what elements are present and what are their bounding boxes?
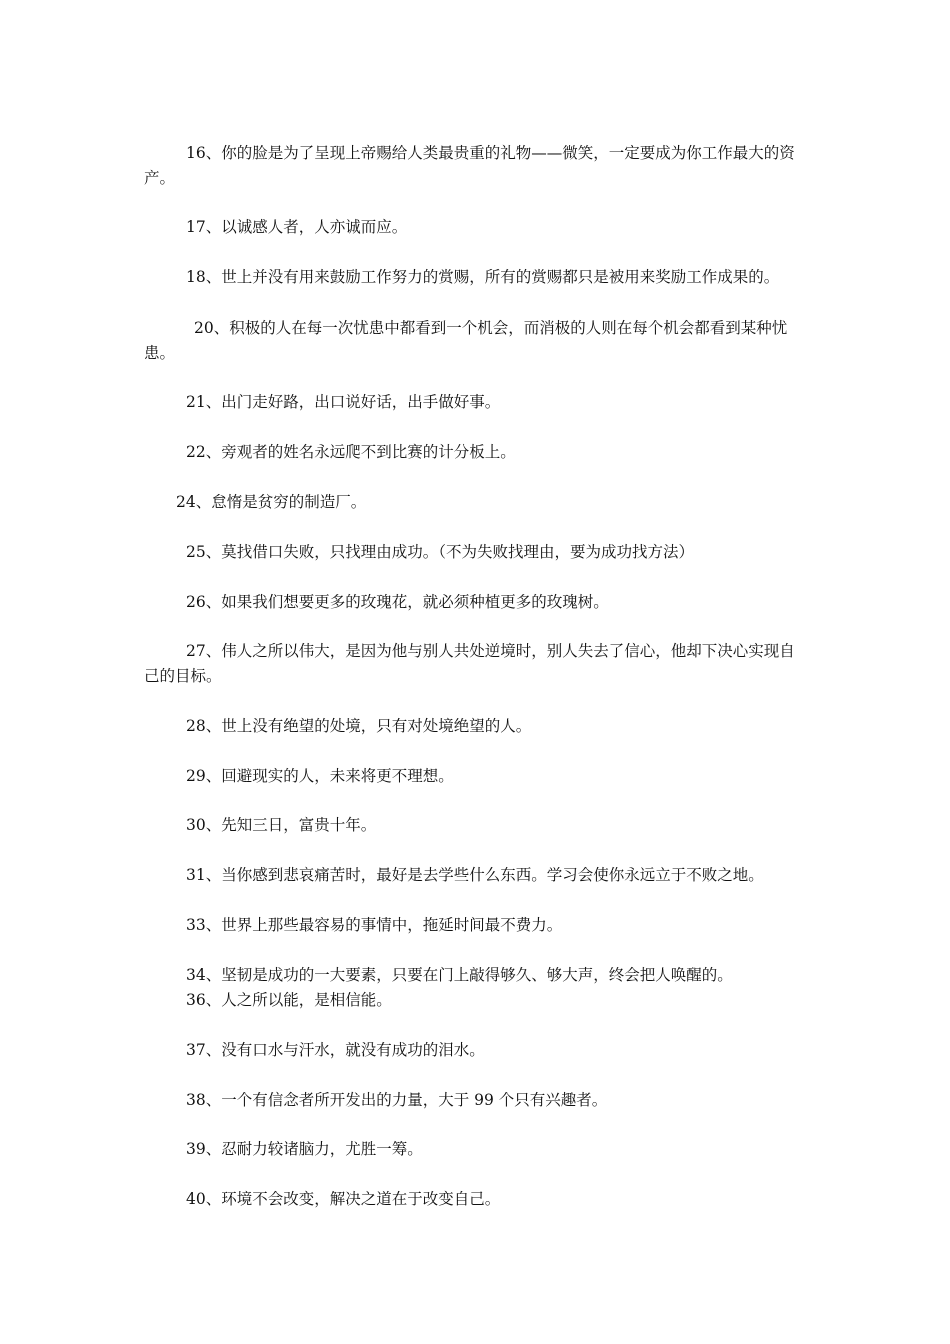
quote-paragraph: 25、莫找借口失败，只找理由成功。（不为失败找理由，要为成功找方法） [186, 543, 694, 561]
quote-paragraph: 38、一个有信念者所开发出的力量，大于 99 个只有兴趣者。 [186, 1091, 608, 1109]
quote-paragraph: 39、忍耐力较诸脑力，尤胜一筹。 [186, 1140, 423, 1158]
quote-paragraph: 24、怠惰是贫穷的制造厂。 [176, 493, 367, 511]
quote-paragraph: 18、世上并没有用来鼓励工作努力的赏赐，所有的赏赐都只是被用来奖励工作成果的。 [186, 268, 780, 286]
quote-paragraph: 31、当你感到悲哀痛苦时，最好是去学些什么东西。学习会使你永远立于不败之地。 [186, 866, 764, 884]
quote-paragraph: 30、先知三日，富贵十年。 [186, 816, 377, 834]
quote-paragraph: 36、人之所以能，是相信能。 [186, 991, 392, 1009]
quote-paragraph: 37、没有口水与汗水，就没有成功的泪水。 [186, 1041, 485, 1059]
quote-paragraph: 27、伟人之所以伟大，是因为他与别人共处逆境时，别人失去了信心，他却下决心实现自己的目标。 [144, 642, 795, 685]
quote-paragraph: 40、环境不会改变，解决之道在于改变自己。 [186, 1190, 501, 1208]
quote-paragraph: 17、以诚感人者，人亦诚而应。 [186, 218, 408, 236]
quote-paragraph: 29、回避现实的人，未来将更不理想。 [186, 767, 454, 785]
quote-paragraph: 26、如果我们想要更多的玫瑰花，就必须种植更多的玫瑰树。 [186, 593, 609, 611]
quote-paragraph: 20、积极的人在每一次忧患中都看到一个机会，而消极的人则在每个机会都看到某种忧患。 [144, 319, 788, 362]
quote-paragraph: 22、旁观者的姓名永远爬不到比赛的计分板上。 [186, 443, 516, 461]
quote-paragraph: 21、出门走好路，出口说好话，出手做好事。 [186, 393, 501, 411]
quote-paragraph: 28、世上没有绝望的处境，只有对处境绝望的人。 [186, 717, 532, 735]
quote-paragraph: 34、坚韧是成功的一大要素，只要在门上敲得够久、够大声，终会把人唤醒的。 [186, 966, 733, 984]
quote-paragraph: 16、你的脸是为了呈现上帝赐给人类最贵重的礼物——微笑，一定要成为你工作最大的资产。 [144, 144, 795, 187]
quote-paragraph: 33、世界上那些最容易的事情中，拖延时间最不费力。 [186, 916, 563, 934]
